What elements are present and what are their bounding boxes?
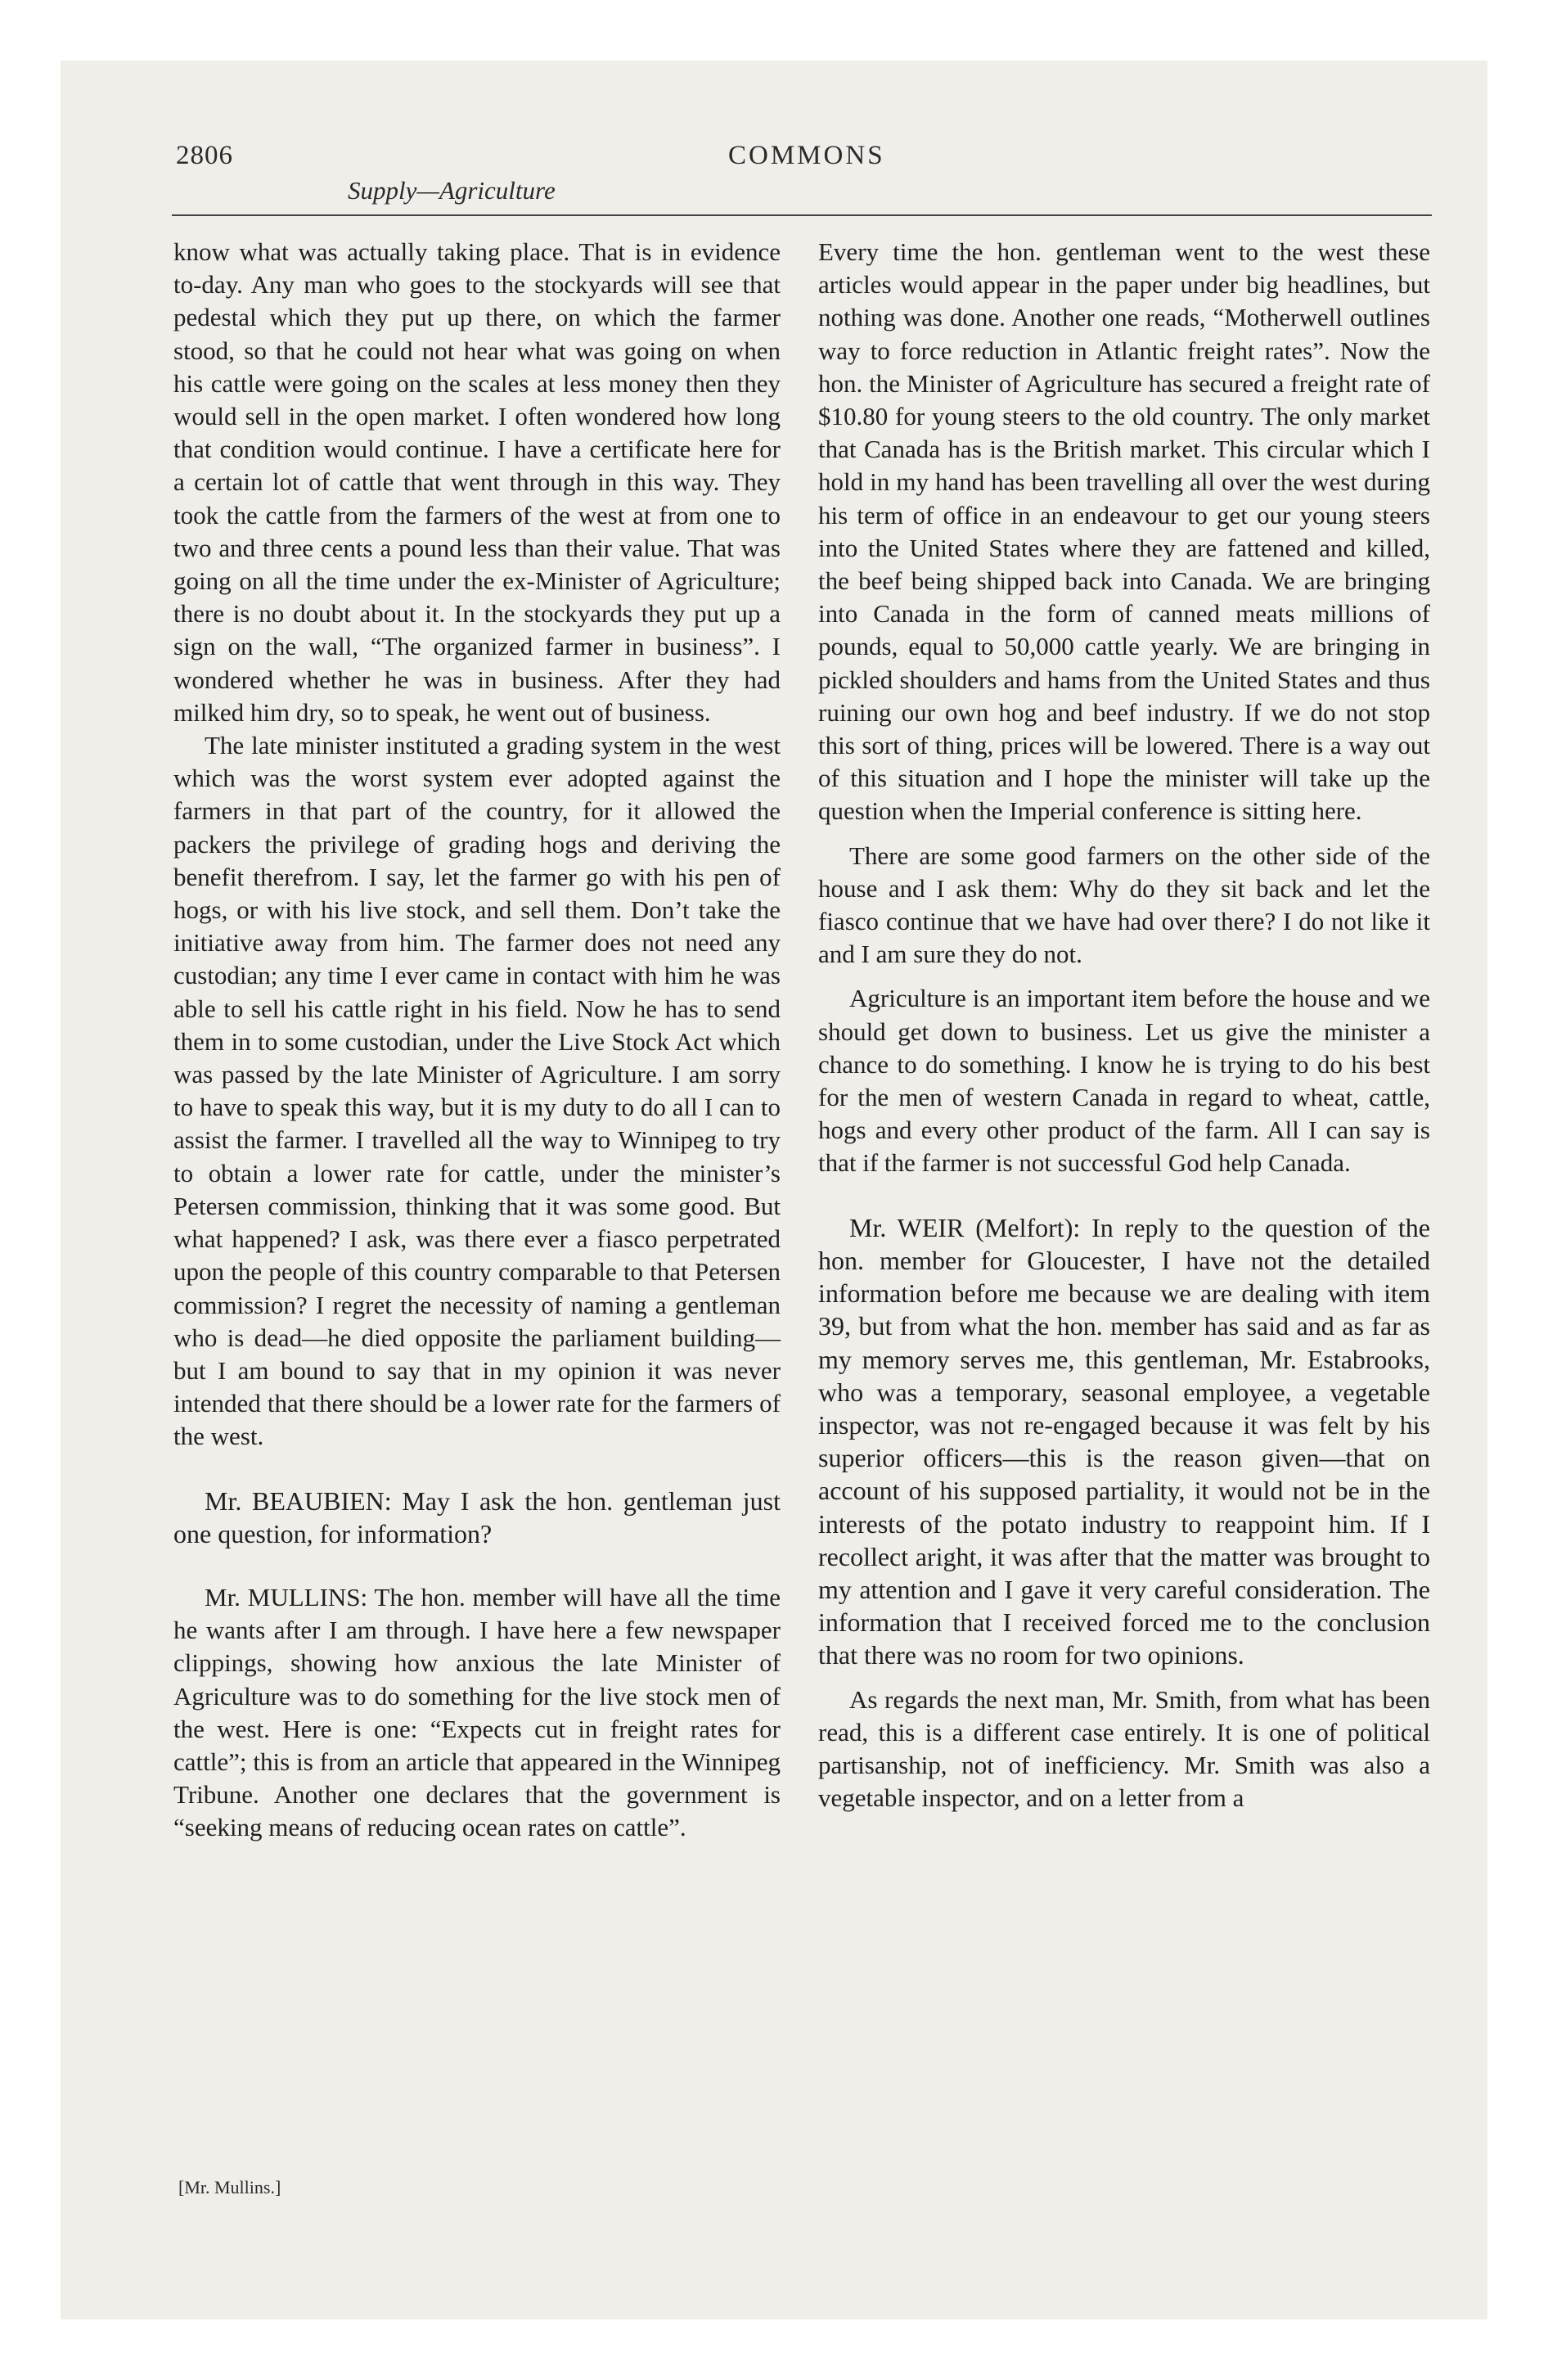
paragraph: The late minister instituted a grading system in the west which was the worst system ever adopted against the farmers in that part of the country, for it allowed the packers the privilege of grading hogs and deriving the benefit therefrom. I say, let the farmer go with his pen of hogs, or with his live stock, and sell them. Don’t take the initiative away from him. The farmer does not need any custodian; any time I ever came in contact with him he was able to sell his cattle right in his field. Now he has to send them in to some custodian, under the Live Stock Act which was passed by the late Minister of Agriculture. I am sorry to have to speak this way, but it is my duty to do all I can to assist the farmer. I travelled all the way to Winnipeg to try to obtain a lower rate for cattle, under the minister’s Petersen commission, thinking that it was some good. But what happened? I ask, was there ever a fiasco perpetrated upon the people of this country comparable to that Petersen commission? I regret the necessity of naming a gentleman who is dead—he died opposite the parliament building—but I am bound to say that in my opinion it was never intended that there should be a lower rate for the farmers of the west. bbox=[173, 731, 781, 1451]
speech-beaubien: Mr. BEAUBIEN: May I ask the hon. gentleman just one question, for information? bbox=[173, 1485, 781, 1548]
paragraph: Agriculture is an important item before the house and we should get down to business. Let us give the minister a chance to do something. I know he is trying to do his best for the men of western Canada in regard to wheat, cattle, hogs and every other product of the farm. All I can say is that if the farmer is not successful God help Canada. bbox=[818, 984, 1430, 1178]
section-title: Supply—Agriculture bbox=[348, 176, 556, 205]
paragraph: know what was actually taking place. That is in evidence to-day. Any man who goes to the stockyards will see that pedestal which they put up there, on which the farmer stood, so that he could not hear what was going on when his cattle were going on the scales at less money then they would sell in the open market. I often wondered how long that condition would continue. I have a certificate here for a certain lot of cattle that went through in this way. They took the cattle from the farmers of the west at from one to two and three cents a pound less than their value. That was going on all the time under the ex-Minister of Agriculture; there is no doubt about it. In the stockyards they put up a sign on the wall, “The organized farmer in business”. I wondered whether he was in business. After they had milked him dry, so to speak, he went out of business. bbox=[173, 237, 781, 727]
speech-weir: Mr. WEIR (Melfort): In reply to the question of the hon. member for Gloucester, I have not the detailed information before me because we are dealing with item 39, but from what the hon. member has said and as far as my memory serves me, this gentleman, Mr. Estabrooks, who was a temporary, seasonal employee, a vegetable inspector, was not re-engaged because it was felt by his superior officers—this is the reason given—that on account of his supposed partiality, it would not be in the interests of the potato industry to reappoint him. If I recollect aright, it was after that the matter was brought to my attention and I gave it very careful consideration. The information that I received forced me to the conclusion that there was no room for two opinions. bbox=[818, 1212, 1430, 1670]
page-number: 2806 bbox=[176, 141, 233, 170]
paragraph: There are some good farmers on the other side of the house and I ask them: Why do they sit back and let the fiasco continue that we have had over there? I do not like it and I am sure they do not. bbox=[818, 841, 1430, 969]
left-column bbox=[173, 236, 781, 1845]
running-head: COMMONS bbox=[728, 141, 885, 170]
paragraph: Every time the hon. gentleman went to the west these articles would appear in the paper under big headlines, but nothing was done. Another one reads, “Motherwell outlines way to force reduction in Atlantic freight rates”. Now the hon. the Minister of Agriculture has secured a freight rate of $10.80 for young steers to the old country. The only market that Canada has is the British market. This circular which I hold in my hand has been travelling all over the west during his term of office in an endeavour to get our young steers into the United States where they are fattened and killed, the beef being shipped back into Canada. We are bringing into Canada in the form of canned meats millions of pounds, equal to 50,000 cattle yearly. We are bringing in pickled shoulders and hams from the United States and thus ruining our own hog and beef industry. If we do not stop this sort of thing, prices will be lowered. There is a way out of this situation and I hope the minister will take up the question when the Imperial conference is sitting here. bbox=[818, 237, 1430, 826]
speech-mullins: Mr. MULLINS: The hon. member will have all the time he wants after I am through. I have here a few newspaper clippings, showing how anxious the late Minister of Agriculture was to do something for the live stock men of the west. Here is one: “Expects cut in freight rates for cattle”; this is from an article that appeared in the Winnipeg Tribune. Another one declares that the government is “seeking means of reducing ocean rates on cattle”. bbox=[173, 1582, 781, 1842]
paragraph: As regards the next man, Mr. Smith, from what has been read, this is a different case entirely. It is one of political partisanship, not of inefficiency. Mr. Smith was also a vegetable inspector, and on a letter from a bbox=[818, 1684, 1430, 1813]
right-column bbox=[818, 236, 1430, 1814]
header-rule bbox=[172, 214, 1432, 216]
speaker-footer: [Mr. Mullins.] bbox=[178, 2177, 281, 2197]
